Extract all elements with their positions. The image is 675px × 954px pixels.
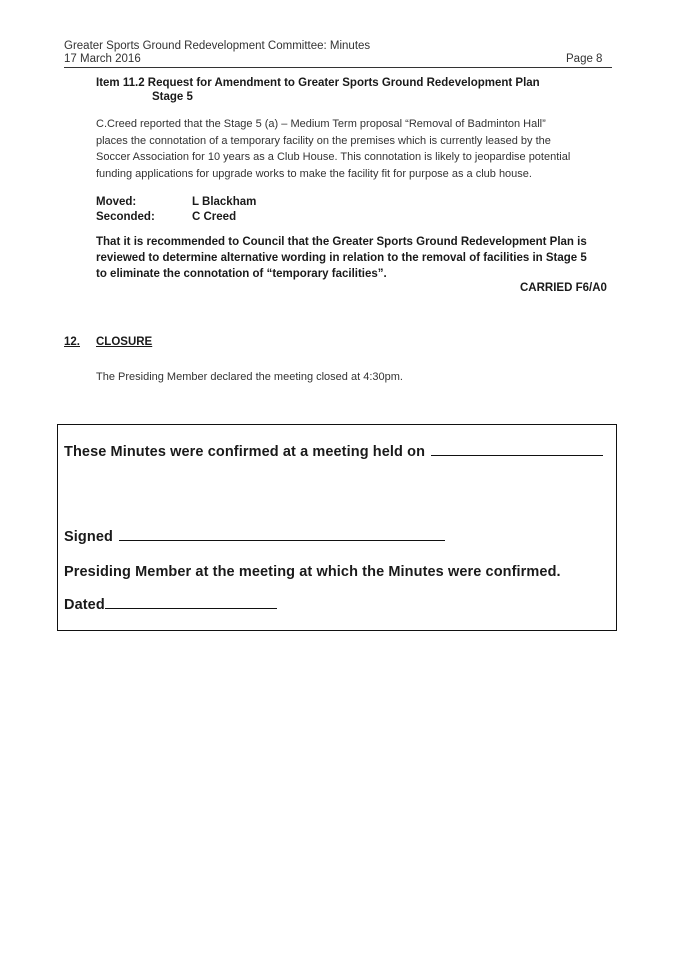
closure-text: The Presiding Member declared the meeting closed at 4:30pm. xyxy=(96,371,403,383)
recommendation-line: That it is recommended to Council that the Greater Sports Ground Redevelopment Plan is xyxy=(96,236,587,248)
body-line: C.Creed reported that the Stage 5 (a) – Medium Term proposal “Removal of Badminton Hall” xyxy=(96,118,546,130)
moved-label: Moved: xyxy=(96,196,137,208)
body-line: places the connotation of a temporary facility on the premises which is currently leased by the xyxy=(96,134,551,147)
seconded-label: Seconded: xyxy=(96,211,155,223)
body-line: Soccer Association for 10 years as a Club House. This connotation is likely to jeopardise potential xyxy=(96,151,571,163)
confirmed-text: These Minutes were confirmed at a meeting held on xyxy=(64,444,426,460)
dated-row xyxy=(64,597,277,613)
item-title-line2: Stage 5 xyxy=(152,91,193,103)
confirmed-row xyxy=(64,444,603,460)
closure-number: 12. xyxy=(64,336,80,348)
header-committee-title: Greater Sports Ground Redevelopment Committee: Minutes xyxy=(64,40,371,52)
recommendation xyxy=(96,234,616,282)
recommendation-line: reviewed to determine alternative wording in relation to the removal of facilities in Stage 5 xyxy=(96,252,587,264)
header-page-number: Page 8 xyxy=(566,53,603,65)
dated-label: Dated xyxy=(64,597,105,613)
presiding-member-text: Presiding Member at the meeting at which the Minutes were confirmed. xyxy=(64,564,561,580)
moved-value: L Blackham xyxy=(192,196,257,208)
signed-label: Signed xyxy=(64,529,113,545)
dated-line[interactable] xyxy=(105,607,277,609)
header-divider xyxy=(64,67,612,68)
item-title-line1: Item 11.2 Request for Amendment to Greater Sports Ground Redevelopment Plan xyxy=(96,77,540,89)
carried-result: CARRIED F6/A0 xyxy=(520,282,607,294)
closure-heading: CLOSURE xyxy=(96,336,153,348)
item-body xyxy=(96,116,570,182)
signed-row xyxy=(64,529,445,545)
seconded-value: C Creed xyxy=(192,211,237,223)
body-line: funding applications for upgrade works to make the facility fit for purpose as a club house. xyxy=(96,167,532,180)
confirmation-box xyxy=(57,424,617,631)
recommendation-line: to eliminate the connotation of “temporary facilities”. xyxy=(96,268,387,280)
signature-line[interactable] xyxy=(119,539,445,541)
meeting-date-line[interactable] xyxy=(431,454,603,456)
header-date: 17 March 2016 xyxy=(64,53,141,65)
